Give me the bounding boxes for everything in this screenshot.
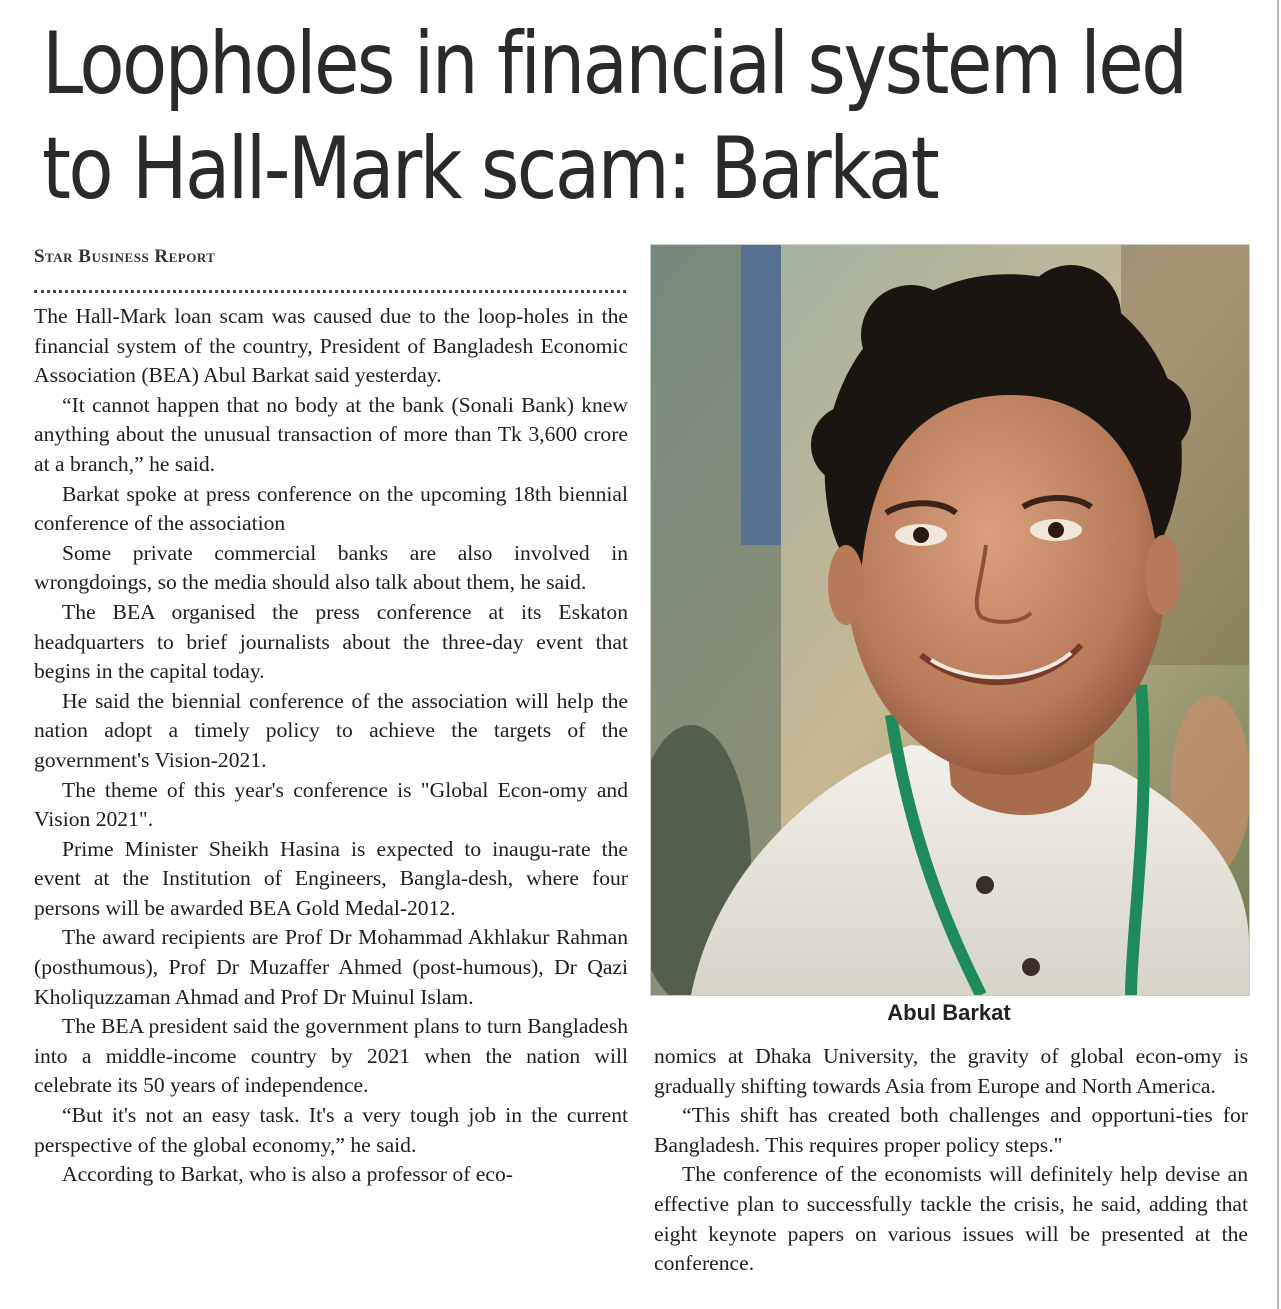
paragraph: Barkat spoke at press conference on the upcoming 18th biennial conference of the association — [34, 481, 628, 536]
paragraph: nomics at Dhaka University, the gravity of global econ-omy is gradually shifting towards Asia from Europe and North America. — [654, 1044, 1248, 1098]
paragraph: “It cannot happen that no body at the bank (Sonali Bank) knew anything about the unusual transaction of more than Tk 3,600 crore at a branch,” he said. — [34, 392, 628, 476]
paragraph: The theme of this year's conference is "Global Econ-omy and Vision 2021". — [34, 777, 628, 832]
paragraph: Some private commercial banks are also involved in wrongdoings, so the media should also talk about them, he said. — [34, 540, 628, 595]
article-column-left — [34, 302, 628, 1190]
paragraph: According to Barkat, who is also a professor of eco- — [62, 1162, 513, 1187]
paragraph: The BEA organised the press conference at its Eskaton headquarters to brief journalists about the three-day event that begins in the capital today. — [34, 599, 628, 684]
paragraph: The conference of the economists will definitely help devise an effective plan to successfully tackle the crisis, he said, adding that eight keynote papers on various issues will be presented at the conference. — [654, 1162, 1248, 1276]
headline-line-1: Loopholes in financial system led — [42, 14, 1186, 114]
page-edge-line — [1277, 0, 1279, 1309]
paragraph: “But it's not an easy task. It's a very tough job in the current perspective of the global economy,” he said. — [34, 1103, 628, 1157]
portrait-photo — [650, 244, 1250, 996]
headline — [42, 12, 1186, 222]
paragraph: He said the biennial conference of the association will help the nation adopt a timely policy to achieve the targets of the government's Vision-2021. — [34, 688, 628, 772]
paragraph: Prime Minister Sheikh Hasina is expected to inaugu-rate the event at the Institution of Engineers, Bangla-desh, where four persons will be awarded BEA Gold Medal-2012. — [34, 836, 628, 920]
photo-caption: Abul Barkat — [887, 1000, 1011, 1025]
paragraph: The BEA president said the government plans to turn Bangladesh into a middle-income country by 2021 when the nation will celebrate its 50 years of independence. — [34, 1014, 628, 1098]
paragraph: The award recipients are Prof Dr Mohammad Akhlakur Rahman (posthumous), Prof Dr Muzaffer Ahmed (post-humous), Dr Qazi Kholiquzzaman Ahmad and Prof Dr Muinul Islam. — [34, 925, 628, 1009]
paragraph: The Hall-Mark loan scam was caused due to the loop-holes in the financial system of the country, President of Bangladesh Economic Association (BEA) Abul Barkat said yesterday. — [34, 304, 628, 388]
article-column-right — [654, 1042, 1248, 1279]
paragraph: “This shift has created both challenges and opportuni-ties for Bangladesh. This requires proper policy steps." — [654, 1103, 1248, 1157]
headline-line-2: to Hall-Mark scam: Barkat — [42, 119, 938, 219]
dotted-divider — [34, 290, 626, 293]
byline: Star Business Report — [34, 246, 216, 267]
